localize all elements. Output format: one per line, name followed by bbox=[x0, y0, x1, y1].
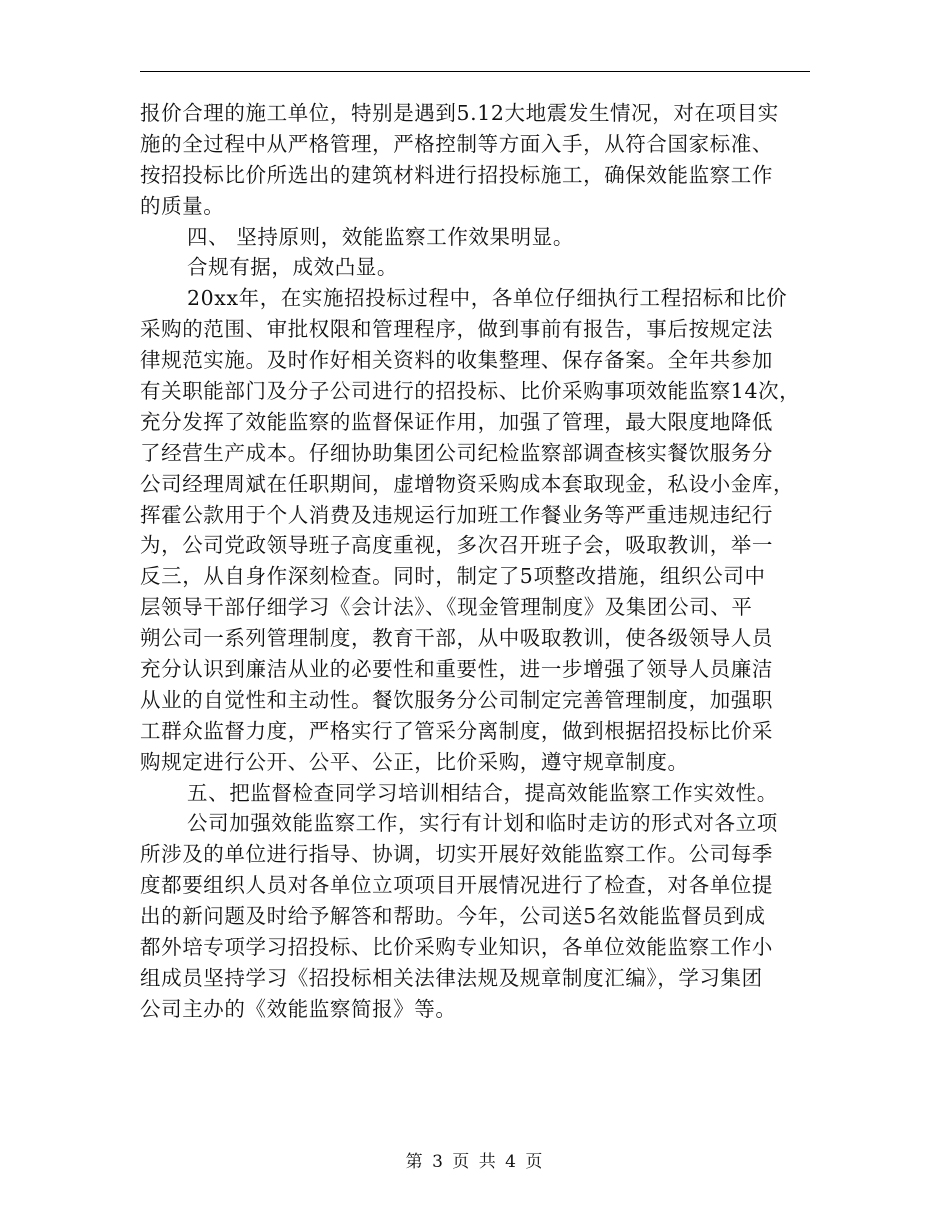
body-line: 从业的自觉性和主动性。餐饮服务分公司制定完善管理制度，加强职 bbox=[140, 687, 773, 712]
body-line: 组成员坚持学习《招投标相关法律法规及规章制度汇编》，学习集团 bbox=[140, 965, 763, 990]
body-line: 购规定进行公开、公平、公正，比价采购，遵守规章制度。 bbox=[140, 749, 689, 774]
body-line: 工群众监督力度，严格实行了管采分离制度，做到根据招投标比价采 bbox=[140, 718, 773, 743]
section-heading-5: 五、把监督检查同学习培训相结合，提高效能监察工作实效性。 bbox=[187, 780, 778, 805]
body-line: 充分发挥了效能监察的监督保证作用，加强了管理，最大限度地降低 bbox=[140, 409, 773, 434]
body-line: 按招投标比价所选出的建筑材料进行招投标施工，确保效能监察工作 bbox=[140, 162, 773, 187]
section-heading-4: 四、 坚持原则，效能监察工作效果明显。 bbox=[187, 224, 574, 249]
body-line: 度都要组织人员对各单位立项项目开展情况进行了检查，对各单位提 bbox=[140, 873, 773, 898]
body-line: 都外培专项学习招投标、比价采购专业知识，各单位效能监察工作小 bbox=[140, 935, 773, 960]
body-line: 挥霍公款用于个人消费及违规运行加班工作餐业务等严重违规违纪行 bbox=[140, 502, 773, 527]
body-line: 层领导干部仔细学习《会计法》、《现金管理制度》及集团公司、平 bbox=[140, 595, 753, 620]
body-line: 公司经理周斌在任职期间，虚增物资采购成本套取现金，私设小金库， bbox=[140, 471, 795, 496]
body-line: 的质量。 bbox=[140, 193, 225, 218]
paragraph-start: 公司加强效能监察工作，实行有计划和临时走访的形式对各立项 bbox=[187, 811, 778, 836]
paragraph-start: 20xx年，在实施招投标过程中，各单位仔细执行工程招标和比价 bbox=[187, 286, 788, 311]
body-line: 公司主办的《效能监察简报》等。 bbox=[140, 996, 457, 1021]
page-number: 第 3 页 共 4 页 bbox=[405, 1152, 545, 1172]
body-line: 为，公司党政领导班子高度重视，多次召开班子会，吸取教训，举一 bbox=[140, 533, 773, 558]
body-line: 采购的范围、审批权限和管理程序，做到事前有报告，事后按规定法 bbox=[140, 317, 773, 342]
subheading: 合规有据，成效凸显。 bbox=[187, 255, 398, 280]
body-line: 有关职能部门及分子公司进行的招投标、比价采购事项效能监察14次， bbox=[140, 379, 801, 404]
body-line: 所涉及的单位进行指导、协调，切实开展好效能监察工作。公司每季 bbox=[140, 842, 773, 867]
document-body bbox=[140, 98, 815, 1025]
body-line: 施的全过程中从严格管理，严格控制等方面入手，从符合国家标准、 bbox=[140, 131, 773, 156]
body-line: 报价合理的施工单位，特别是遇到5.12大地震发生情况，对在项目实 bbox=[140, 101, 779, 125]
body-line: 出的新问题及时给予解答和帮助。今年，公司送5名效能监督员到成 bbox=[140, 904, 766, 929]
body-line: 充分认识到廉洁从业的必要性和重要性，进一步增强了领导人员廉洁 bbox=[140, 657, 773, 682]
header-rule bbox=[140, 71, 810, 72]
body-line: 反三，从自身作深刻检查。同时，制定了5项整改措施，组织公司中 bbox=[140, 564, 766, 589]
body-line: 朔公司一系列管理制度，教育干部，从中吸取教训，使各级领导人员 bbox=[140, 626, 773, 651]
body-line: 了经营生产成本。仔细协助集团公司纪检监察部调查核实餐饮服务分 bbox=[140, 440, 773, 465]
body-line: 律规范实施。及时作好相关资料的收集整理、保存备案。全年共参加 bbox=[140, 348, 773, 373]
